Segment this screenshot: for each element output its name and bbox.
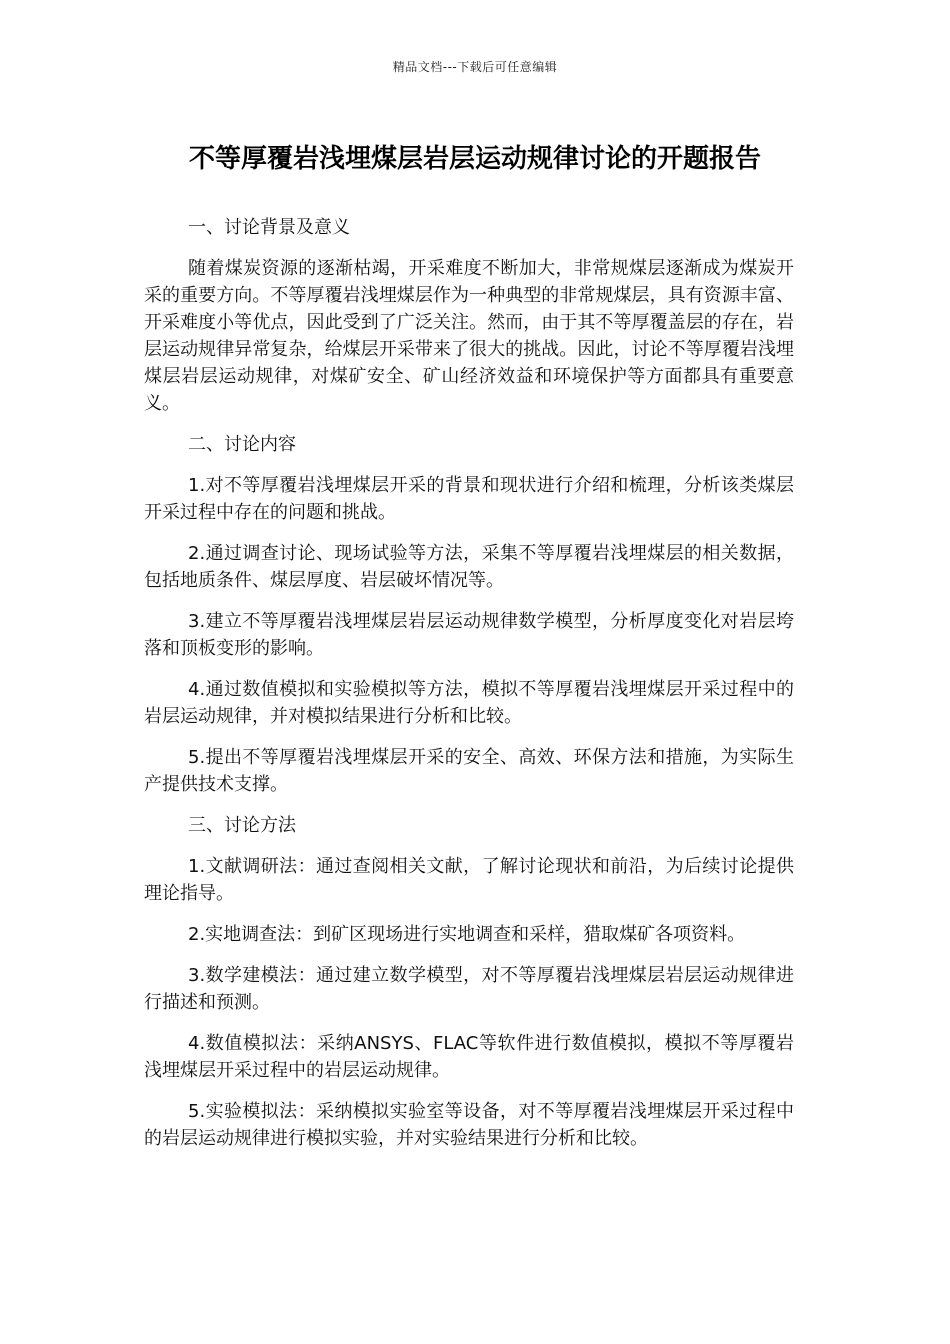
paragraph: 3.数学建模法：通过建立数学模型，对不等厚覆岩浅埋煤层岩层运动规律进行描述和预测。	[144, 965, 794, 1013]
header-note: 精品文档---下载后可任意编辑	[392, 60, 558, 74]
paragraph: 1.文献调研法：通过查阅相关文献，了解讨论现状和前沿，为后续讨论提供理论指导。	[144, 856, 794, 904]
section-content	[144, 431, 794, 798]
section-methods	[144, 812, 794, 1152]
section-heading: 三、讨论方法	[188, 815, 296, 836]
paragraph: 4.通过数值模拟和实验模拟等方法，模拟不等厚覆岩浅埋煤层开采过程中的岩层运动规律，并对模拟结果进行分析和比较。	[144, 679, 794, 727]
section-background	[144, 214, 794, 417]
paragraph: 2.通过调查讨论、现场试验等方法，采集不等厚覆岩浅埋煤层的相关数据，包括地质条件、煤层厚度、岩层破坏情况等。	[144, 543, 794, 591]
paragraph: 5.实验模拟法：采纳模拟实验室等设备，对不等厚覆岩浅埋煤层开采过程中的岩层运动规律进行模拟实验，并对实验结果进行分析和比较。	[144, 1101, 794, 1149]
section-heading: 二、讨论内容	[188, 434, 296, 455]
section-heading: 一、讨论背景及意义	[188, 217, 350, 238]
paragraph: 3.建立不等厚覆岩浅埋煤层岩层运动规律数学模型，分析厚度变化对岩层垮落和顶板变形的影响。	[144, 611, 794, 659]
paragraph: 4.数值模拟法：采纳ANSYS、FLAC等软件进行数值模拟，模拟不等厚覆岩浅埋煤层开采过程中的岩层运动规律。	[144, 1033, 794, 1081]
paragraph: 1.对不等厚覆岩浅埋煤层开采的背景和现状进行介绍和梳理，分析该类煤层开采过程中存在的问题和挑战。	[144, 475, 794, 523]
document-body	[144, 214, 794, 1166]
paragraph: 5.提出不等厚覆岩浅埋煤层开采的安全、高效、环保方法和措施，为实际生产提供技术支撑。	[144, 747, 794, 795]
paragraph: 2.实地调查法：到矿区现场进行实地调查和采样，猎取煤矿各项资料。	[188, 924, 746, 945]
paragraph: 随着煤炭资源的逐渐枯竭，开采难度不断加大，非常规煤层逐渐成为煤炭开采的重要方向。不等厚覆岩浅埋煤层作为一种典型的非常规煤层，具有资源丰富、开采难度小等优点，因此受到了广泛关注。然而，由于其不等厚覆盖层的存在，岩层运动规律异常复杂，给煤层开采带来了很大的挑战。因此，讨论不等厚覆岩浅埋煤层岩层运动规律，对煤矿安全、矿山经济效益和环境保护等方面都具有重要意义。	[144, 258, 794, 414]
document-title: 不等厚覆岩浅埋煤层岩层运动规律讨论的开题报告	[188, 144, 761, 174]
